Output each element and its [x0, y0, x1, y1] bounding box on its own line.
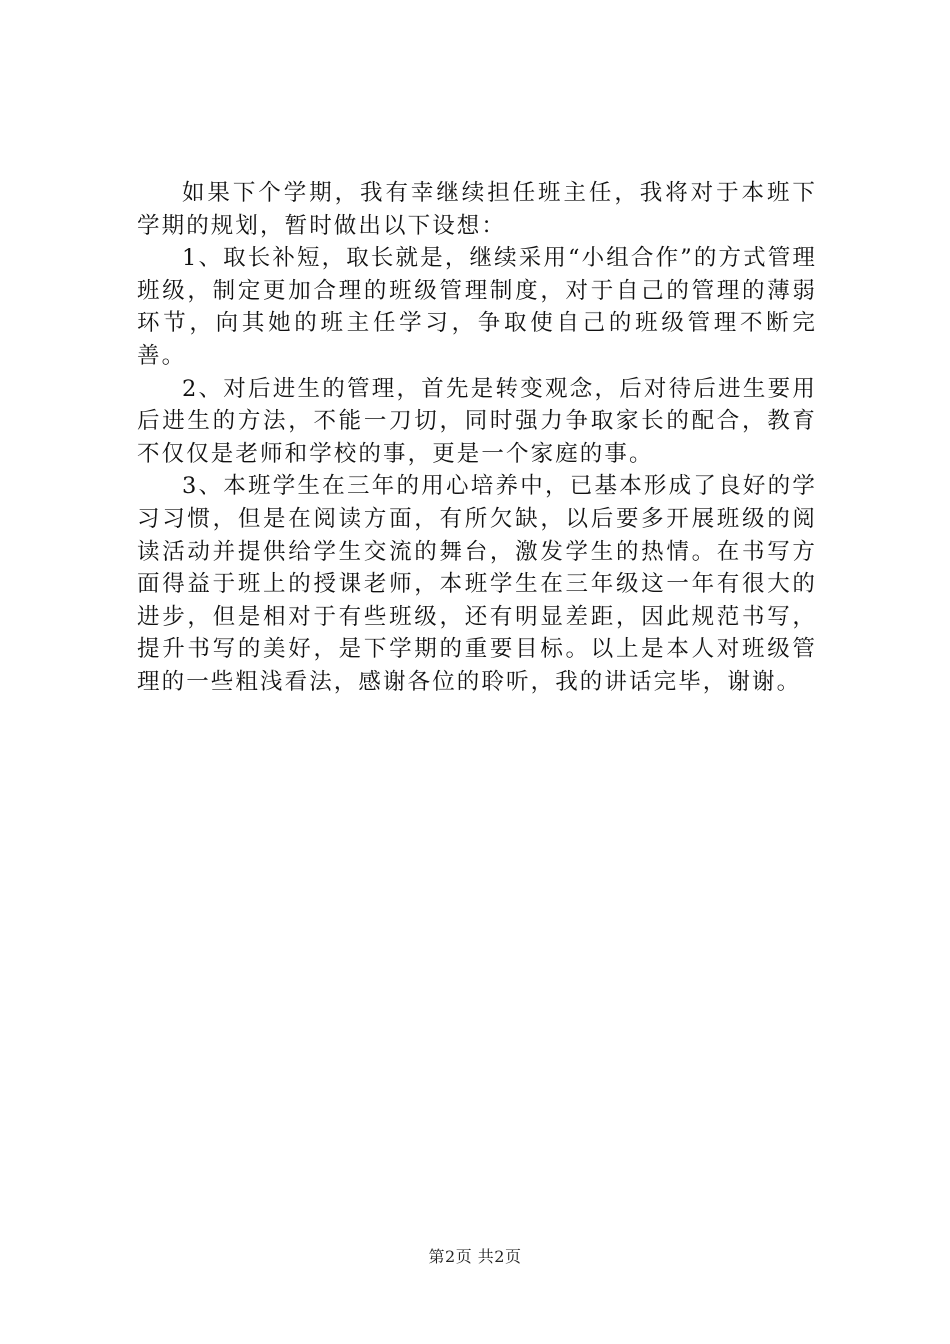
- paragraph-point-2: 2、对后进生的管理，首先是转变观念，后对待后进生要用后进生的方法，不能一刀切，同时强力争取家长的配合，教育不仅仅是老师和学校的事，更是一个家庭的事。: [137, 375, 817, 467]
- paragraph-intro: 如果下个学期，我有幸继续担任班主任，我将对于本班下学期的规划，暂时做出以下设想：: [137, 180, 817, 239]
- paragraph-point-3: 3、本班学生在三年的用心培养中，已基本形成了良好的学习习惯，但是在阅读方面，有所欠缺，以后要多开展班级的阅读活动并提供给学生交流的舞台，激发学生的热情。在书写方面得益于班上的授课老师，本班学生在三年级这一年有很大的进步，但是相对于有些班级，还有明显差距，因此规范书写，提升书写的美好，是下学期的重要目标。以上是本人对班级管理的一些粗浅看法，感谢各位的聆听，我的讲话完毕，谢谢。: [137, 473, 817, 695]
- paragraph-point-1: 1、取长补短，取长就是，继续采用“小组合作”的方式管理班级，制定更加合理的班级管理制度，对于自己的管理的薄弱环节，向其她的班主任学习，争取使自己的班级管理不断完善。: [137, 245, 817, 369]
- document-body: [137, 177, 817, 699]
- page-number-footer: 第2页 共2页: [428, 1247, 522, 1266]
